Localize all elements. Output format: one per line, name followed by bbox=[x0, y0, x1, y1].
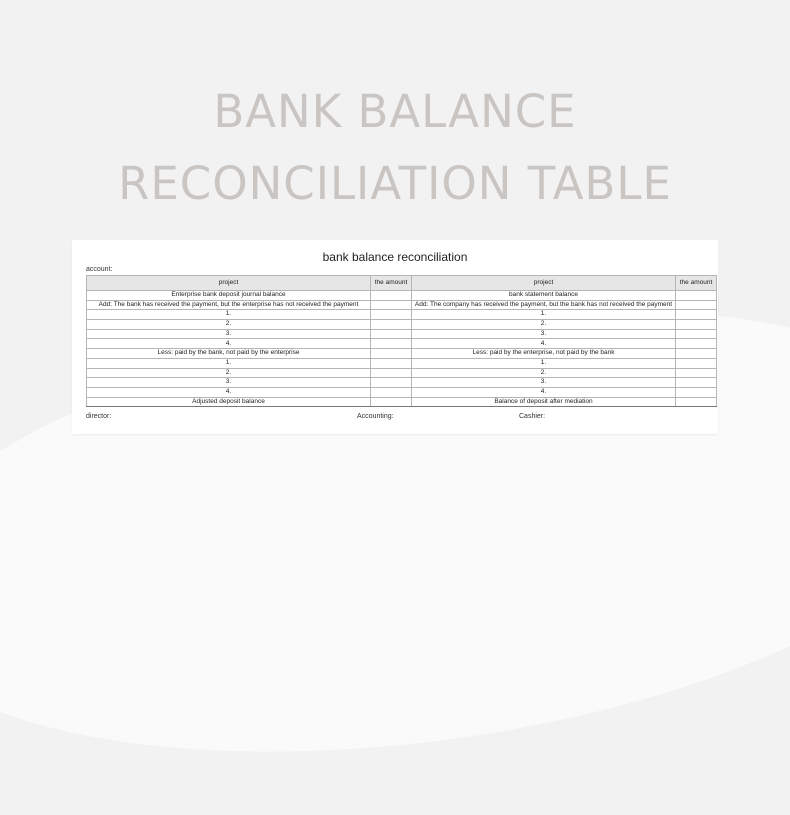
right-amount-cell[interactable] bbox=[676, 378, 717, 388]
left-amount-cell[interactable] bbox=[371, 349, 412, 359]
right-amount-cell[interactable] bbox=[676, 320, 717, 330]
right-amount-cell[interactable] bbox=[676, 368, 717, 378]
right-amount-cell[interactable] bbox=[676, 329, 717, 339]
director-label: director: bbox=[86, 413, 112, 420]
left-amount-cell[interactable] bbox=[371, 320, 412, 330]
left-project-cell: 4. bbox=[87, 387, 371, 397]
left-amount-cell[interactable] bbox=[371, 291, 412, 301]
right-project-cell: 4. bbox=[412, 387, 676, 397]
page-title-line-1: BANK BALANCE bbox=[213, 85, 577, 138]
right-project-cell: 3. bbox=[412, 329, 676, 339]
right-amount-cell[interactable] bbox=[676, 349, 717, 359]
left-project-cell: 2. bbox=[87, 320, 371, 330]
right-project-cell: 1. bbox=[412, 358, 676, 368]
sheet-title: bank balance reconciliation bbox=[322, 250, 468, 264]
right-project-cell: Balance of deposit after mediation bbox=[412, 397, 676, 407]
right-project-cell: 3. bbox=[412, 378, 676, 388]
right-project-cell: Less: paid by the enterprise, not paid by the bank bbox=[412, 349, 676, 359]
right-amount-cell[interactable] bbox=[676, 387, 717, 397]
left-project-cell: 3. bbox=[87, 378, 371, 388]
table-row bbox=[87, 300, 717, 310]
right-project-cell: bank statement balance bbox=[412, 291, 676, 301]
left-project-cell: Adjusted deposit balance bbox=[87, 397, 371, 407]
left-project-cell: 4. bbox=[87, 339, 371, 349]
right-amount-cell[interactable] bbox=[676, 310, 717, 320]
right-amount-cell[interactable] bbox=[676, 339, 717, 349]
reconciliation-table bbox=[86, 275, 717, 407]
accounting-label: Accounting: bbox=[357, 413, 394, 420]
left-amount-cell[interactable] bbox=[371, 329, 412, 339]
left-amount-cell[interactable] bbox=[371, 358, 412, 368]
left-project-cell: 1. bbox=[87, 310, 371, 320]
account-label: account: bbox=[86, 266, 113, 273]
left-project-cell: 3. bbox=[87, 329, 371, 339]
right-project-cell: 1. bbox=[412, 310, 676, 320]
table-row bbox=[87, 320, 717, 330]
table-header-row bbox=[87, 276, 717, 291]
header-left-amount: the amount bbox=[371, 276, 412, 291]
table-row bbox=[87, 378, 717, 388]
table-row bbox=[87, 358, 717, 368]
left-amount-cell[interactable] bbox=[371, 300, 412, 310]
right-project-cell: 2. bbox=[412, 320, 676, 330]
right-amount-cell[interactable] bbox=[676, 300, 717, 310]
right-project-cell: 2. bbox=[412, 368, 676, 378]
left-amount-cell[interactable] bbox=[371, 387, 412, 397]
cashier-label: Cashier: bbox=[519, 413, 546, 420]
header-right-amount: the amount bbox=[676, 276, 717, 291]
left-project-cell: Add: The bank has received the payment, but the enterprise has not received the payment bbox=[87, 300, 371, 310]
table-body bbox=[87, 291, 717, 407]
right-project-cell: 4. bbox=[412, 339, 676, 349]
table-row bbox=[87, 397, 717, 407]
reconciliation-sheet bbox=[72, 240, 718, 434]
left-amount-cell[interactable] bbox=[371, 339, 412, 349]
header-left-project: project bbox=[87, 276, 371, 291]
table-row bbox=[87, 291, 717, 301]
left-project-cell: 1. bbox=[87, 358, 371, 368]
table-row bbox=[87, 339, 717, 349]
page-title-line-2: RECONCILIATION TABLE bbox=[118, 157, 672, 210]
left-project-cell: Less: paid by the bank, not paid by the enterprise bbox=[87, 349, 371, 359]
right-amount-cell[interactable] bbox=[676, 358, 717, 368]
table-row bbox=[87, 329, 717, 339]
right-project-cell: Add: The company has received the payment, but the bank has not received the payment bbox=[412, 300, 676, 310]
table-row bbox=[87, 310, 717, 320]
table-row bbox=[87, 387, 717, 397]
right-amount-cell[interactable] bbox=[676, 397, 717, 407]
left-project-cell: Enterprise bank deposit journal balance bbox=[87, 291, 371, 301]
left-amount-cell[interactable] bbox=[371, 378, 412, 388]
left-amount-cell[interactable] bbox=[371, 397, 412, 407]
left-amount-cell[interactable] bbox=[371, 368, 412, 378]
header-right-project: project bbox=[412, 276, 676, 291]
right-amount-cell[interactable] bbox=[676, 291, 717, 301]
table-row bbox=[87, 368, 717, 378]
page-title bbox=[0, 76, 790, 220]
left-amount-cell[interactable] bbox=[371, 310, 412, 320]
left-project-cell: 2. bbox=[87, 368, 371, 378]
table-row bbox=[87, 349, 717, 359]
